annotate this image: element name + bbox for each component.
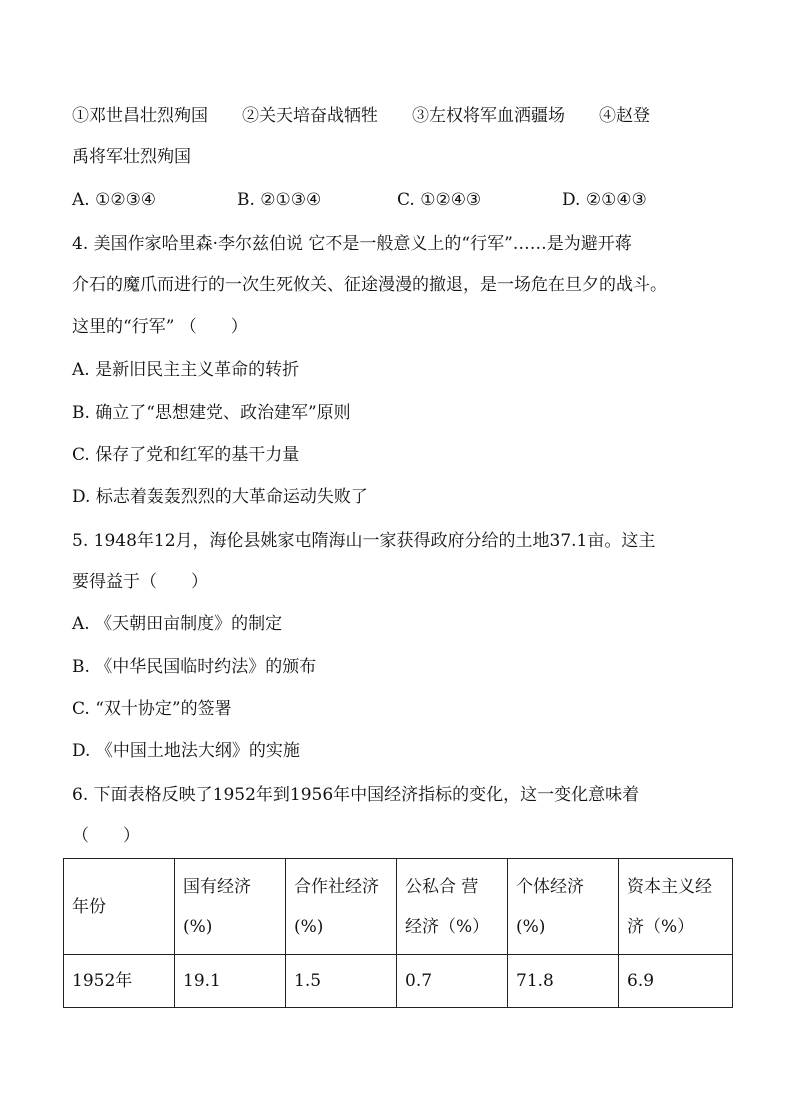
q3-option-a[interactable]: A. ①②③④ [72,190,157,210]
q5-text-line-1: 5. 1948年12月，海伦县姚家屯隋海山一家获得政府分给的土地37.1亩。这主 [72,531,656,551]
cell-cooperative-economy: 1.5 [286,955,397,1008]
header-state-economy: 国有经济(%) [175,859,286,955]
q3-options [72,188,732,212]
cell-year: 1952年 [64,955,175,1008]
q5-text-line-2: 要得益于（ ） [72,572,208,592]
cell-state-economy: 19.1 [175,955,286,1008]
cell-capitalist-economy: 6.9 [619,955,733,1008]
q4-text-line-2: 介石的魔爪而进行的一次生死攸关、征途漫漫的撤退，是一场危在旦夕的战斗。 [72,275,667,295]
q3-text-line-2: 禹将军壮烈殉国 [72,147,191,167]
q3-option-c[interactable]: C. ①②④③ [397,190,482,210]
q3-option-b[interactable]: B. ②①③④ [237,190,322,210]
q3-text-line-1: ①邓世昌壮烈殉国 ②关天培奋战牺牲 ③左权将军血洒疆场 ④赵登 [72,106,650,126]
header-cooperative-economy: 合作社经济 (%) [286,859,397,955]
header-year: 年份 [64,859,175,955]
q4-option-c[interactable]: C. 保存了党和红军的基干力量 [72,445,300,465]
table-header-row [64,859,733,955]
q4-option-b[interactable]: B. 确立了“思想建党、政治建军”原则 [72,403,351,423]
table-row [64,955,733,1008]
q6-text-line-2: （ ） [72,826,140,846]
header-individual-economy: 个体经济(%) [508,859,619,955]
q5-option-a[interactable]: A. 《天朝田亩制度》的制定 [72,614,283,634]
q3-option-d[interactable]: D. ②①④③ [562,190,647,210]
economy-table [63,858,733,1008]
q4-option-d[interactable]: D. 标志着轰轰烈烈的大革命运动失败了 [72,487,368,507]
cell-individual-economy: 71.8 [508,955,619,1008]
header-capitalist-economy: 资本主义经 济（%） [619,859,733,955]
q5-option-c[interactable]: C. “双十协定”的签署 [72,699,232,719]
header-joint-economy: 公私合 营 经济（%） [397,859,508,955]
q6-text-line-1: 6. 下面表格反映了1952年到1956年中国经济指标的变化，这一变化意味着 [72,785,640,805]
q4-text-line-1: 4. 美国作家哈里森·李尔兹伯说 它不是一般意义上的“行军”……是为避开蒋 [72,234,632,254]
q4-option-a[interactable]: A. 是新旧民主主义革命的转折 [72,360,300,380]
cell-joint-economy: 0.7 [397,955,508,1008]
q5-option-d[interactable]: D. 《中国土地法大纲》的实施 [72,741,300,761]
q5-option-b[interactable]: B. 《中华民国临时约法》的颁布 [72,657,317,677]
q4-text-line-3: 这里的“行军” （ ） [72,317,248,337]
